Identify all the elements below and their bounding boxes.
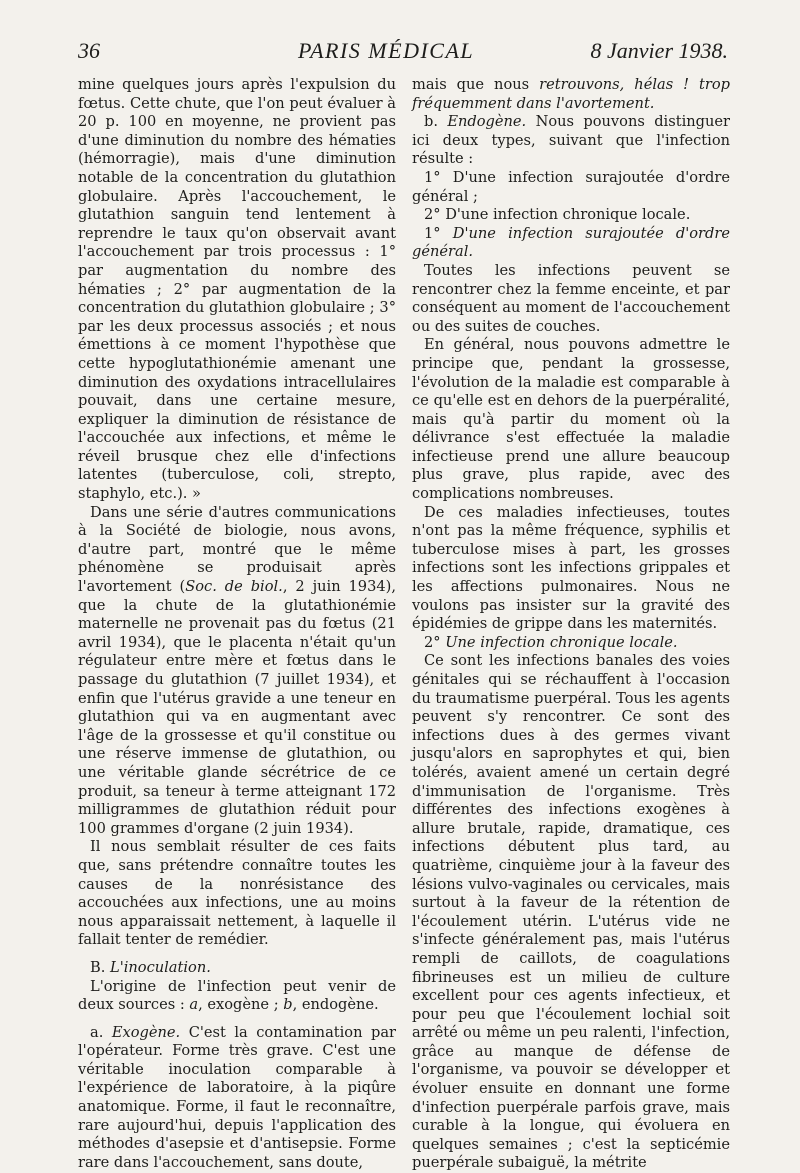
right-column: [412, 76, 730, 1173]
paragraph: mine quelques jours après l'expulsion du fœtus. Cette chute, que l'on peut évaluer à 20 p. 100 en moyenne, ne provient pas d'une diminution du nombre des hématies (hémorragie), mais d'une diminution notable de la concentration du glutathion globulaire. Après l'accouchement, le glutathion sanguin tend lentement à reprendre le taux qu'on observait avant l'accouchement par trois processus : 1° par augmentation du nombre des hématies ; 2° par augmentation de la concentration du glutathion globulaire ; 3° par les deux processus associés ; et nous émettions à ce moment l'hypothèse que cette hypoglutathionémie amenant une diminution des oxydations intracellulaires pouvait, dans une certaine mesure, expliquer la diminution de résistance de l'accouchée aux infections, et même le réveil brusque chez elle d'infections latentes (tuberculose, coli, strepto, staphylo, etc.). »: [78, 76, 396, 503]
paragraph: Il nous semblait résulter de ces faits que, sans prétendre connaître toutes les causes de la nonrésistance des accouchées aux infections, une au moins nous apparaissait nettement, à laquelle il fallait tenter de remédier.: [78, 838, 396, 949]
section-heading: B. L'inoculation.: [90, 958, 211, 976]
paragraph: a. Exogène. C'est la contamination par l'opérateur. Forme très grave. C'est une véritable inoculation comparable à l'expérience de laboratoire, à la piqûre anatomique. Forme, il faut le reconnaître, rare aujourd'hui, depuis l'application des méthodes d'asepsie et d'antisepsie. Forme rare dans l'accouchement, sans doute,: [78, 1023, 397, 1171]
subsection-heading: 1° D'une infection surajoutée d'ordre général.: [412, 224, 730, 261]
running-header: [78, 38, 728, 74]
journal-title: PARIS MÉDICAL: [298, 38, 475, 63]
citation: Soc. de biol.: [185, 578, 283, 596]
subsection-heading: 2° Une infection chronique locale.: [424, 633, 678, 651]
paragraph: De ces maladies infectieuses, toutes n'ont pas la même fréquence, syphilis et tuberculose mises à part, les grosses infections sont les infections grippales et les affections pulmonaires. Nous ne voulons pas insister sur la gravité des épidémies de grippe dans les maternités.: [412, 503, 730, 633]
paragraph: b. Endogène. Nous pouvons distinguer ici deux types, suivant que l'infection résulte :: [412, 113, 730, 168]
issue-date: 8 Janvier 1938.: [590, 38, 728, 63]
paragraph: Ce sont les infections banales des voies génitales qui se réchauffent à l'occasion du traumatisme puerpéral. Tous les agents peuvent s'y rencontrer. Ce sont des infections dues à des germes vivant jusqu'alors en saprophytes et qui, bien tolérés, avaient amené un certain degré d'immunisation de l'organisme. Très différentes des infections exogènes à allure brutale, rapide, dramatique, ces infections débutent plus tard, au quatrième, cinquième jour à la faveur des lésions vulvo-vaginales ou cervicales, mais surtout à la faveur de la rétention de l'écoulement utérin. L'utérus vide ne s'infecte généralement pas, mais l'utérus rempli de caillots, de coagulations fibrineuses est un milieu de culture excellent pour ces agents infectieux, et pour peu que l'écoulement lochial soit arrêté ou même un peu ralenti, l'infection, grâce au manque de défense de l'organisme, va pouvoir se développer et évoluer ensuite en donnant une forme d'infection puerpérale parfois grave, mais curable à la longue, qui évoluera en quelques semaines ; c'est la septicémie puerpérale subaiguë, la métrite: [412, 652, 730, 1172]
list-item: 2° D'une infection chronique locale.: [424, 206, 691, 224]
paragraph: L'origine de l'infection peut venir de deux sources : a, exogène ; b, endogène.: [78, 977, 396, 1014]
paragraph: mais que nous retrouvons, hélas ! trop fréquemment dans l'avortement.: [412, 76, 730, 112]
paragraph: En général, nous pouvons admettre le principe que, pendant la grossesse, l'évolution de la maladie est comparable à ce qu'elle est en dehors de la puerpéralité, mais qu'à partir du moment où la délivrance s'est effectuée la maladie infectieuse prend une allure beaucoup plus grave, plus rapide, avec des complications nombreuses.: [412, 336, 730, 503]
page-number: 36: [78, 38, 100, 63]
left-column: [78, 76, 396, 1172]
paragraph: Dans une série d'autres communications à la Société de biologie, nous avons, d'autre part, montré que le même phénomène se produisait après l'avortement (Soc. de biol., 2 juin 1934), que la chute de la glutathionémie maternelle ne provenait pas du fœtus (21 avril 1934), que le placenta n'était qu'un régulateur entre mère et fœtus dans le passage du glutathion (7 juillet 1934), et enfin que l'utérus gravide a une teneur en glutathion qui va en augmentant avec l'âge de la grossesse et qu'il constitue ou une réserve immense de glutathion, ou une véritable glande sécrétrice de ce produit, sa teneur à terme atteignant 172 milligrammes de glutathion réduit pour 100 grammes d'organe (2 juin 1934).: [78, 503, 396, 837]
paragraph: Toutes les infections peuvent se rencontrer chez la femme enceinte, et par conséquent au moment de l'accouchement ou des suites de couches.: [412, 261, 730, 335]
list-item: 1° D'une infection surajoutée d'ordre général ;: [412, 168, 730, 205]
